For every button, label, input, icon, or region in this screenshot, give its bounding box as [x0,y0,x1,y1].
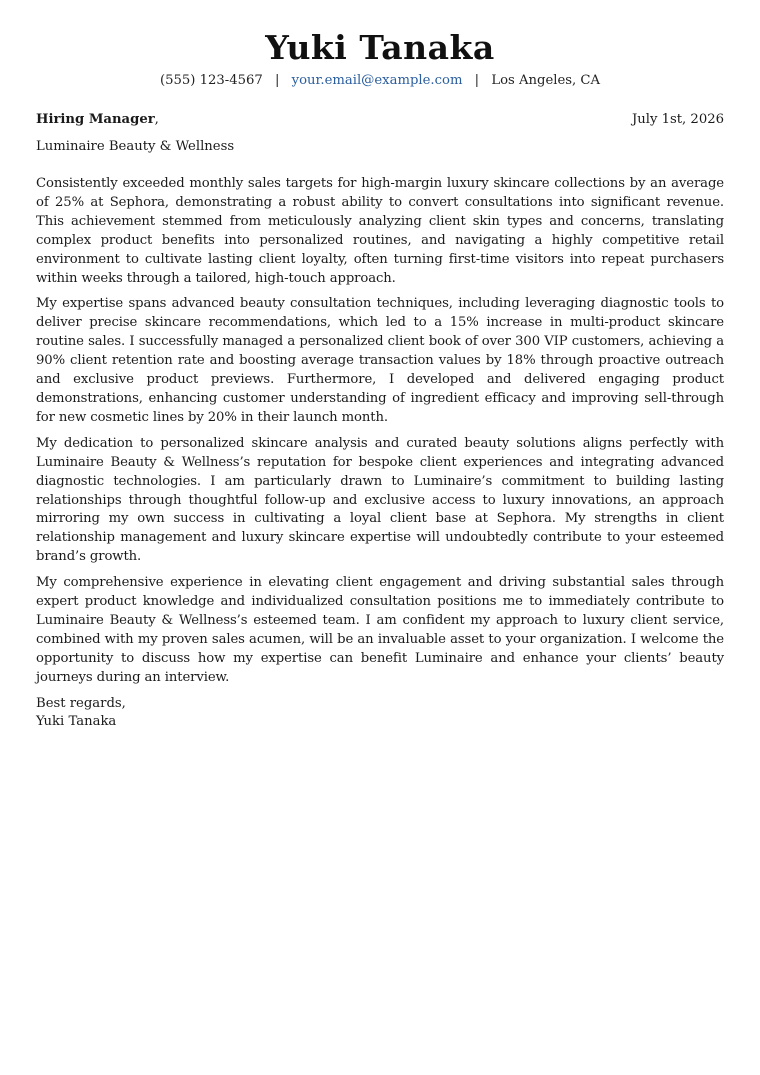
contact-separator: | [474,73,480,88]
recipient-date-row [36,111,724,129]
closing-salutation: Best regards, [36,695,126,711]
recipient-title-text: Hiring Manager [36,112,155,127]
phone-number: (555) 123-4567 [159,73,263,88]
closing-signature: Yuki Tanaka [36,714,117,730]
recipient-company: Luminaire Beauty & Wellness [36,139,235,154]
contact-separator: | [274,73,280,88]
recipient-title-suffix: , [154,112,159,127]
letter-body [36,175,724,688]
applicant-name: Yuki Tanaka [265,28,495,67]
email-link[interactable]: your.email@example.com [291,73,463,88]
location: Los Angeles, CA [491,73,601,88]
letter-closing [36,695,724,733]
letter-date: July 1st, 2026 [631,112,724,127]
contact-line [36,72,724,90]
body-paragraph: Consistently exceeded monthly sales targets for high-margin luxury skincare collections by an average of 25% at Sephora, demonstrating a robust ability to convert consultations into significant revenue. This achievement stemmed from meticulously analyzing client skin types and concerns, translating complex product benefits into personalized routines, and navigating a highly competitive retail environment to cultivate lasting client loyalty, often turning first-time visitors into repeat purchasers within weeks through a tailored, high-touch approach. [36,176,724,286]
body-paragraph: My expertise spans advanced beauty consultation techniques, including leveraging diagnostic tools to deliver precise skincare recommendations, which led to a 15% increase in multi-product skincare routine sales. I successfully managed a personalized client book of over 300 VIP customers, achieving a 90% client retention rate and boosting average transaction values by 18% through proactive outreach and exclusive product previews. Furthermore, I developed and delivered engaging product demonstrations, enhancing customer understanding of ingredient efficacy and improving sell-through for new cosmetic lines by 20% in their launch month. [36,296,724,425]
recipient-title [36,111,159,129]
body-paragraph: My comprehensive experience in elevating client engagement and driving substantial sales through expert product knowledge and individualized consultation positions me to immediately contribute to Luminaire Beauty & Wellness’s esteemed team. I am confident my approach to luxury client service, combined with my proven sales acumen, will be an invaluable asset to your organization. I welcome the opportunity to discuss how my expertise can benefit Luminaire and enhance your clients’ beauty journeys during an interview. [36,575,724,685]
body-paragraph: My dedication to personalized skincare analysis and curated beauty solutions aligns perfectly with Luminaire Beauty & Wellness’s reputation for bespoke client experiences and integrating advanced diagnostic technologies. I am particularly drawn to Luminaire’s commitment to building lasting relationships through thoughtful follow-up and exclusive access to luxury innovations, an approach mirroring my own success in cultivating a loyal client base at Sephora. My strengths in client relationship management and luxury skincare expertise will undoubtedly contribute to your esteemed brand’s growth. [36,435,724,565]
